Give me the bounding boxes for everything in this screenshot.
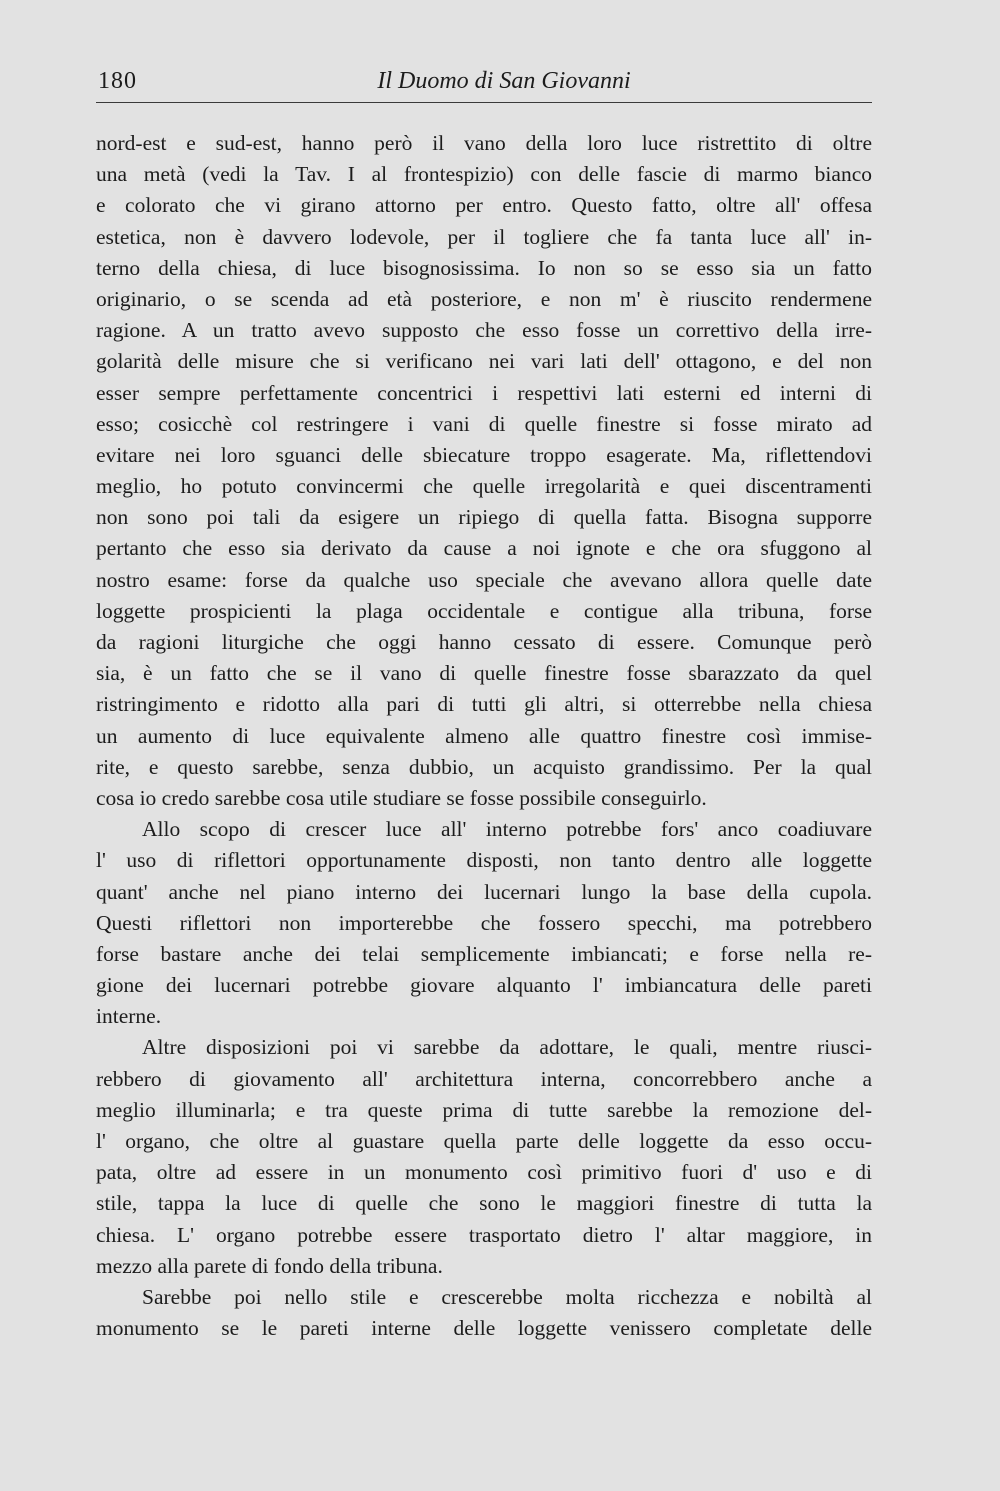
text-line: e colorato che vi girano attorno per entro. Questo fatto, oltre all' offesa (96, 193, 872, 218)
paragraph-start-line: Sarebbe poi nello stile e crescerebbe molta ricchezza e nobiltà al (142, 1284, 872, 1309)
body-text (96, 128, 872, 1344)
text-line: meglio illuminarla; e tra queste prima di tutte sarebbe la remozione del- (96, 1097, 872, 1122)
paragraph-end-line: interne. (96, 1004, 162, 1029)
running-head (96, 66, 872, 103)
text-line: Questi riflettori non importerebbe che fossero specchi, ma potrebbero (96, 910, 872, 935)
text-line: una metà (vedi la Tav. I al frontespizio) con delle fascie di marmo bianco (96, 162, 872, 187)
text-line: loggette prospicienti la plaga occidentale e contigue alla tribuna, forse (96, 598, 872, 623)
text-line: nostro esame: forse da qualche uso speciale che avevano allora quelle date (96, 567, 872, 592)
text-line: nord-est e sud-est, hanno però il vano della loro luce ristrettito di oltre (96, 131, 872, 155)
text-line: da ragioni liturgiche che oggi hanno cessato di essere. Comunque però (96, 630, 872, 654)
text-line: originario, o se scenda ad età posteriore, e non m' è riuscito rendermene (96, 286, 872, 311)
text-line: non sono poi tali da esigere un ripiego di quella fatta. Bisogna supporre (96, 505, 872, 530)
text-line: pata, oltre ad essere in un monumento così primitivo fuori d' uso e di (96, 1160, 872, 1185)
text-line: chiesa. L' organo potrebbe essere trasportato dietro l' altar maggiore, in (96, 1222, 872, 1247)
text-line: gione dei lucernari potrebbe giovare alquanto l' imbiancatura delle pareti (96, 973, 872, 998)
paragraph-end-line: cosa io credo sarebbe cosa utile studiare se fosse possibile conseguirlo. (96, 785, 707, 810)
text-line: l' uso di riflettori opportunamente disposti, non tanto dentro alle loggette (96, 848, 872, 873)
text-line: quant' anche nel piano interno dei lucernari lungo la base della cupola. (96, 879, 872, 904)
text-line: ragione. A un tratto avevo supposto che esso fosse un correttivo della irre- (96, 318, 872, 343)
text-line: esso; cosicchè col restringere i vani di quelle finestre si fosse mirato ad (96, 411, 872, 436)
text-line: un aumento di luce equivalente almeno alle quattro finestre così immise- (96, 723, 872, 748)
text-line: terno della chiesa, di luce bisognosissima. Io non so se esso sia un fatto (96, 255, 872, 280)
text-line: forse bastare anche dei telai semplicemente imbiancati; e forse nella re- (96, 941, 872, 966)
running-title: Il Duomo di San Giovanni (377, 68, 631, 94)
text-line: l' organo, che oltre al guastare quella parte delle loggette da esso occu- (96, 1129, 872, 1153)
text-line: evitare nei loro sguanci delle sbiecature troppo esagerate. Ma, riflettendovi (96, 442, 872, 467)
text-line: rebbero di giovamento all' architettura interna, concorrebbero anche a (96, 1066, 872, 1091)
text-line: esser sempre perfettamente concentrici i respettivi lati esterni ed interni di (96, 380, 872, 405)
text-line: golarità delle misure che si verificano nei vari lati dell' ottagono, e del non (96, 349, 872, 374)
page-number: 180 (98, 68, 137, 94)
text-line: rite, e questo sarebbe, senza dubbio, un acquisto grandissimo. Per la qual (96, 754, 872, 779)
paragraph-start-line: Allo scopo di crescer luce all' interno potrebbe fors' anco coadiuvare (142, 817, 872, 842)
text-line: pertanto che esso sia derivato da cause a noi ignote e che ora sfuggono al (96, 536, 872, 561)
text-line: ristringimento e ridotto alla pari di tutti gli altri, si otterrebbe nella chiesa (96, 692, 872, 717)
text-line: sia, è un fatto che se il vano di quelle finestre fosse sbarazzato da quel (96, 661, 872, 686)
text-line: meglio, ho potuto convincermi che quelle irregolarità e quei discentramenti (96, 474, 872, 499)
paragraph-end-line: mezzo alla parete di fondo della tribuna. (96, 1253, 443, 1278)
text-line: estetica, non è davvero lodevole, per il togliere che fa tanta luce all' in- (96, 224, 872, 249)
text-line: monumento se le pareti interne delle loggette venissero completate delle (96, 1316, 872, 1341)
text-line: stile, tappa la luce di quelle che sono le maggiori finestre di tutta la (96, 1191, 872, 1216)
paragraph-start-line: Altre disposizioni poi vi sarebbe da adottare, le quali, mentre riusci- (142, 1035, 872, 1060)
